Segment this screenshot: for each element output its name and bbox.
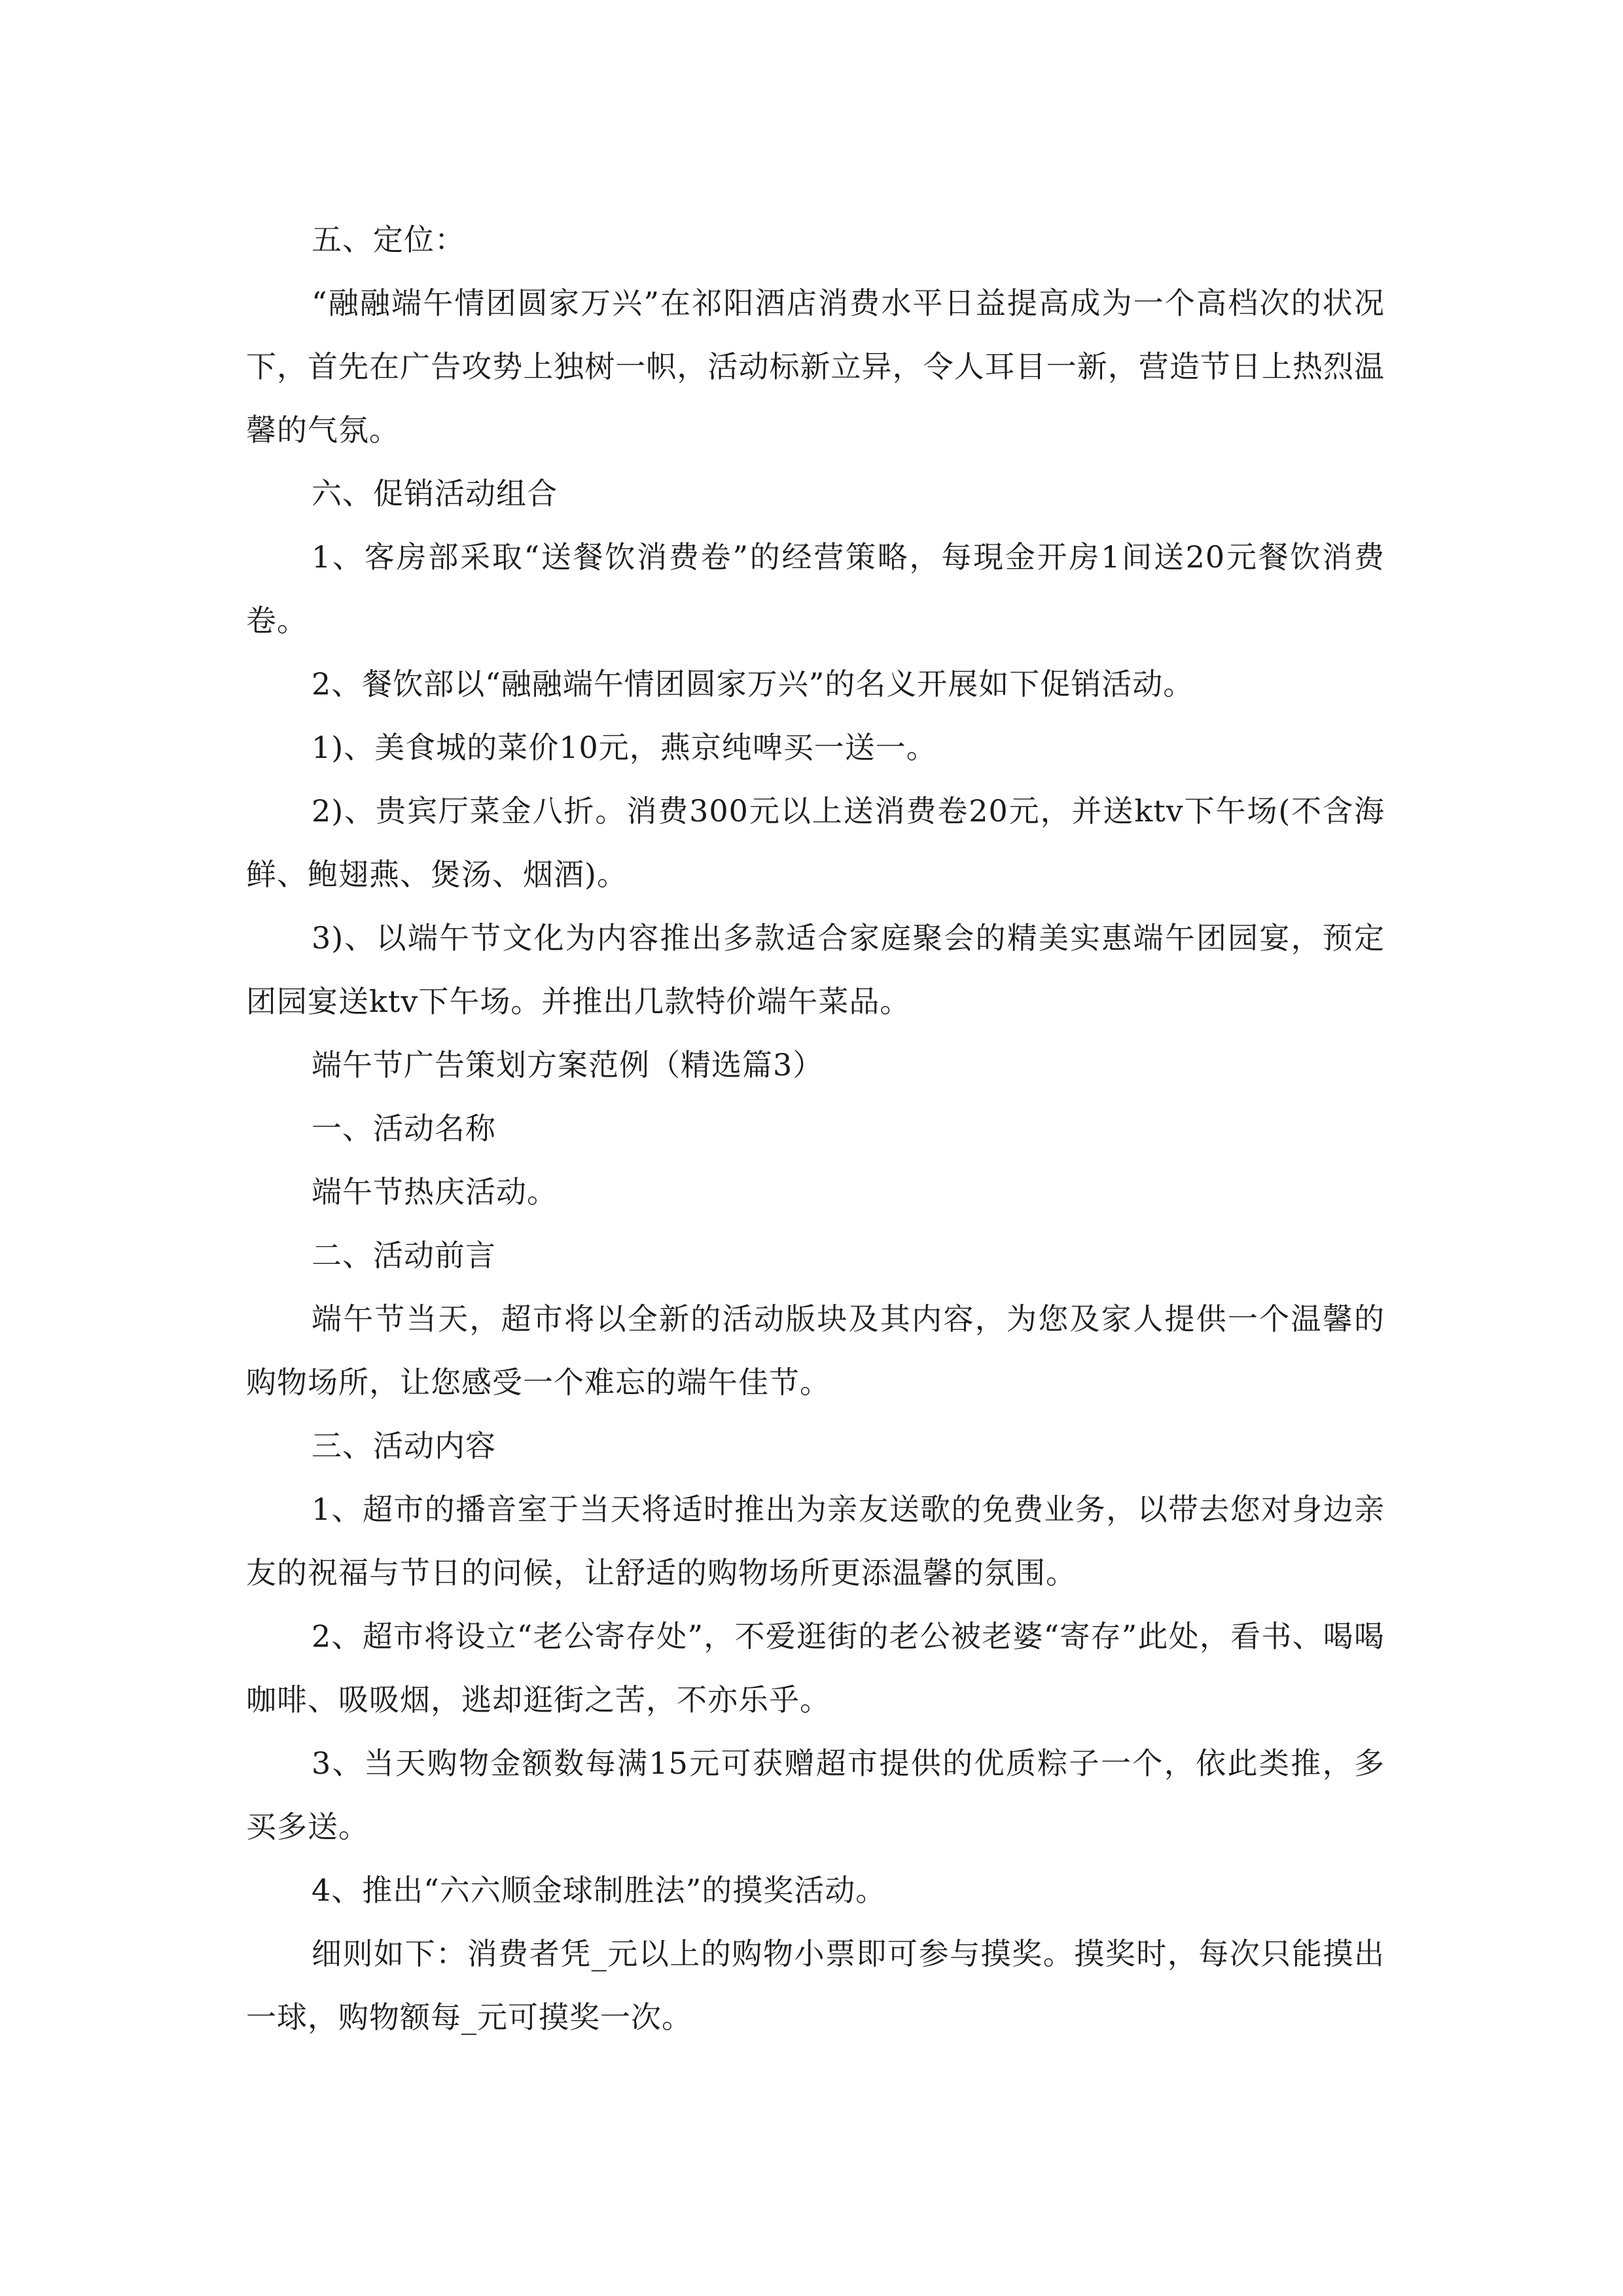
heading-positioning: 五、定位： [312, 222, 465, 257]
list-item-vip-hall: 2)、贵宾厅菜金八折。消费300元以上送消费卷20元，并送ktv下午场(不含海鲜、鲍翅燕、煲汤、烟酒)。 [246, 793, 1385, 892]
list-item-reunion-banquet: 3)、以端午节文化为内容推出多款适合家庭聚会的精美实惠端午团园宴，预定团园宴送ktv下午场。并推出几款特价端午菜品。 [246, 920, 1385, 1019]
list-item-zongzi-gift: 3、当天购物金额数每满15元可获赠超市提供的优质粽子一个，依此类推，多买多送。 [246, 1746, 1385, 1844]
paragraph-activity-name: 端午节热庆活动。 [312, 1174, 558, 1210]
document-body [246, 208, 1385, 2049]
heading-activity-name: 一、活动名称 [312, 1111, 496, 1146]
heading-activity-preface: 二、活动前言 [312, 1238, 496, 1273]
paragraph-room-department: 1、客房部采取“送餐饮消费卷”的经营策略，每現金开房1间送20元餐饮消费卷。 [246, 539, 1385, 638]
list-item-husband-storage: 2、超市将设立“老公寄存处”，不爱逛街的老公被老婆“寄存”此处，看书、喝喝咖啡、吸吸烟，逃却逛街之苦，不亦乐乎。 [246, 1619, 1385, 1717]
list-item-lottery: 4、推出“六六顺金球制胜法”的摸奖活动。 [312, 1873, 887, 1908]
heading-promotion-combo: 六、促销活动组合 [312, 476, 558, 511]
paragraph-activity-preface: 端午节当天，超市将以全新的活动版块及其内容，为您及家人提供一个温馨的购物场所，让您感受一个难忘的端午佳节。 [246, 1301, 1385, 1400]
heading-activity-content: 三、活动内容 [312, 1428, 496, 1463]
paragraph-catering-department: 2、餐饮部以“融融端午情团圆家万兴”的名义开展如下促销活动。 [312, 666, 1194, 702]
list-item-broadcast-room: 1、超市的播音室于当天将适时推出为亲友送歌的免费业务，以带去您对身边亲友的祝福与节日的问候，让舒适的购物场所更添温馨的氛围。 [246, 1492, 1385, 1590]
section-title-example-3: 端午节广告策划方案范例（精选篇3） [312, 1047, 824, 1083]
list-item-food-court: 1)、美食城的菜价10元，燕京纯啤买一送一。 [312, 730, 937, 765]
paragraph-lottery-rules: 细则如下：消费者凭_元以上的购物小票即可参与摸奖。摸奖时，每次只能摸出一球，购物额每_元可摸奖一次。 [246, 1936, 1385, 2035]
paragraph-positioning-text: “融融端午情团圆家万兴”在祁阳酒店消费水平日益提高成为一个高档次的状况下，首先在广告攻势上独树一帜，活动标新立异，令人耳目一新，营造节日上热烈温馨的气氛。 [246, 285, 1385, 448]
